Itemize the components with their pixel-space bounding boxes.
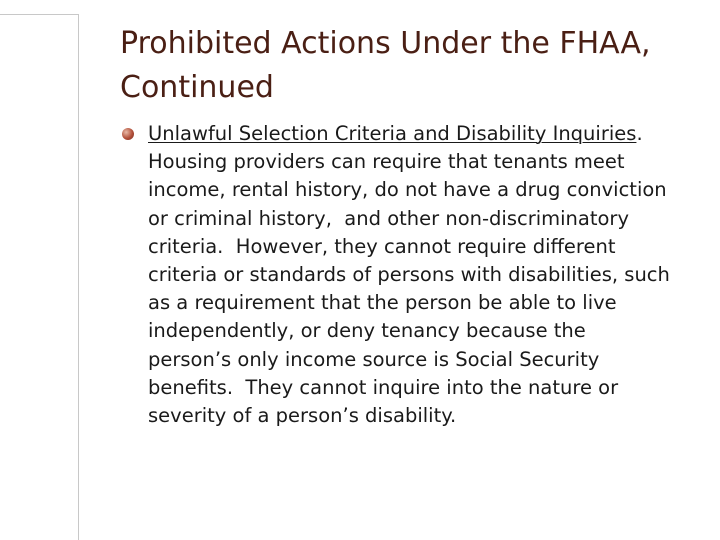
slide-title: Prohibited Actions Under the FHAA, Continued xyxy=(120,26,651,105)
slide-content xyxy=(122,120,677,430)
corner-rule-horizontal xyxy=(0,14,78,15)
bullet-heading-period: . xyxy=(636,122,643,145)
round-bullet-icon xyxy=(122,128,134,140)
bullet-item xyxy=(122,120,677,430)
bullet-heading: Unlawful Selection Criteria and Disability Inquiries xyxy=(148,122,637,145)
bullet-body: Housing providers can require that tenants meet income, rental history, do not have a drug conviction or criminal history, and other non-discriminatory criteria. However, they cannot require different criteria or standards of persons with disabilities, such as a requirement that the person be able to live independently, or deny tenancy because the person’s only income source is Social Security benefits. They cannot inquire into the nature or severity of a person’s disability. xyxy=(148,122,677,428)
corner-rule-vertical xyxy=(78,14,79,540)
